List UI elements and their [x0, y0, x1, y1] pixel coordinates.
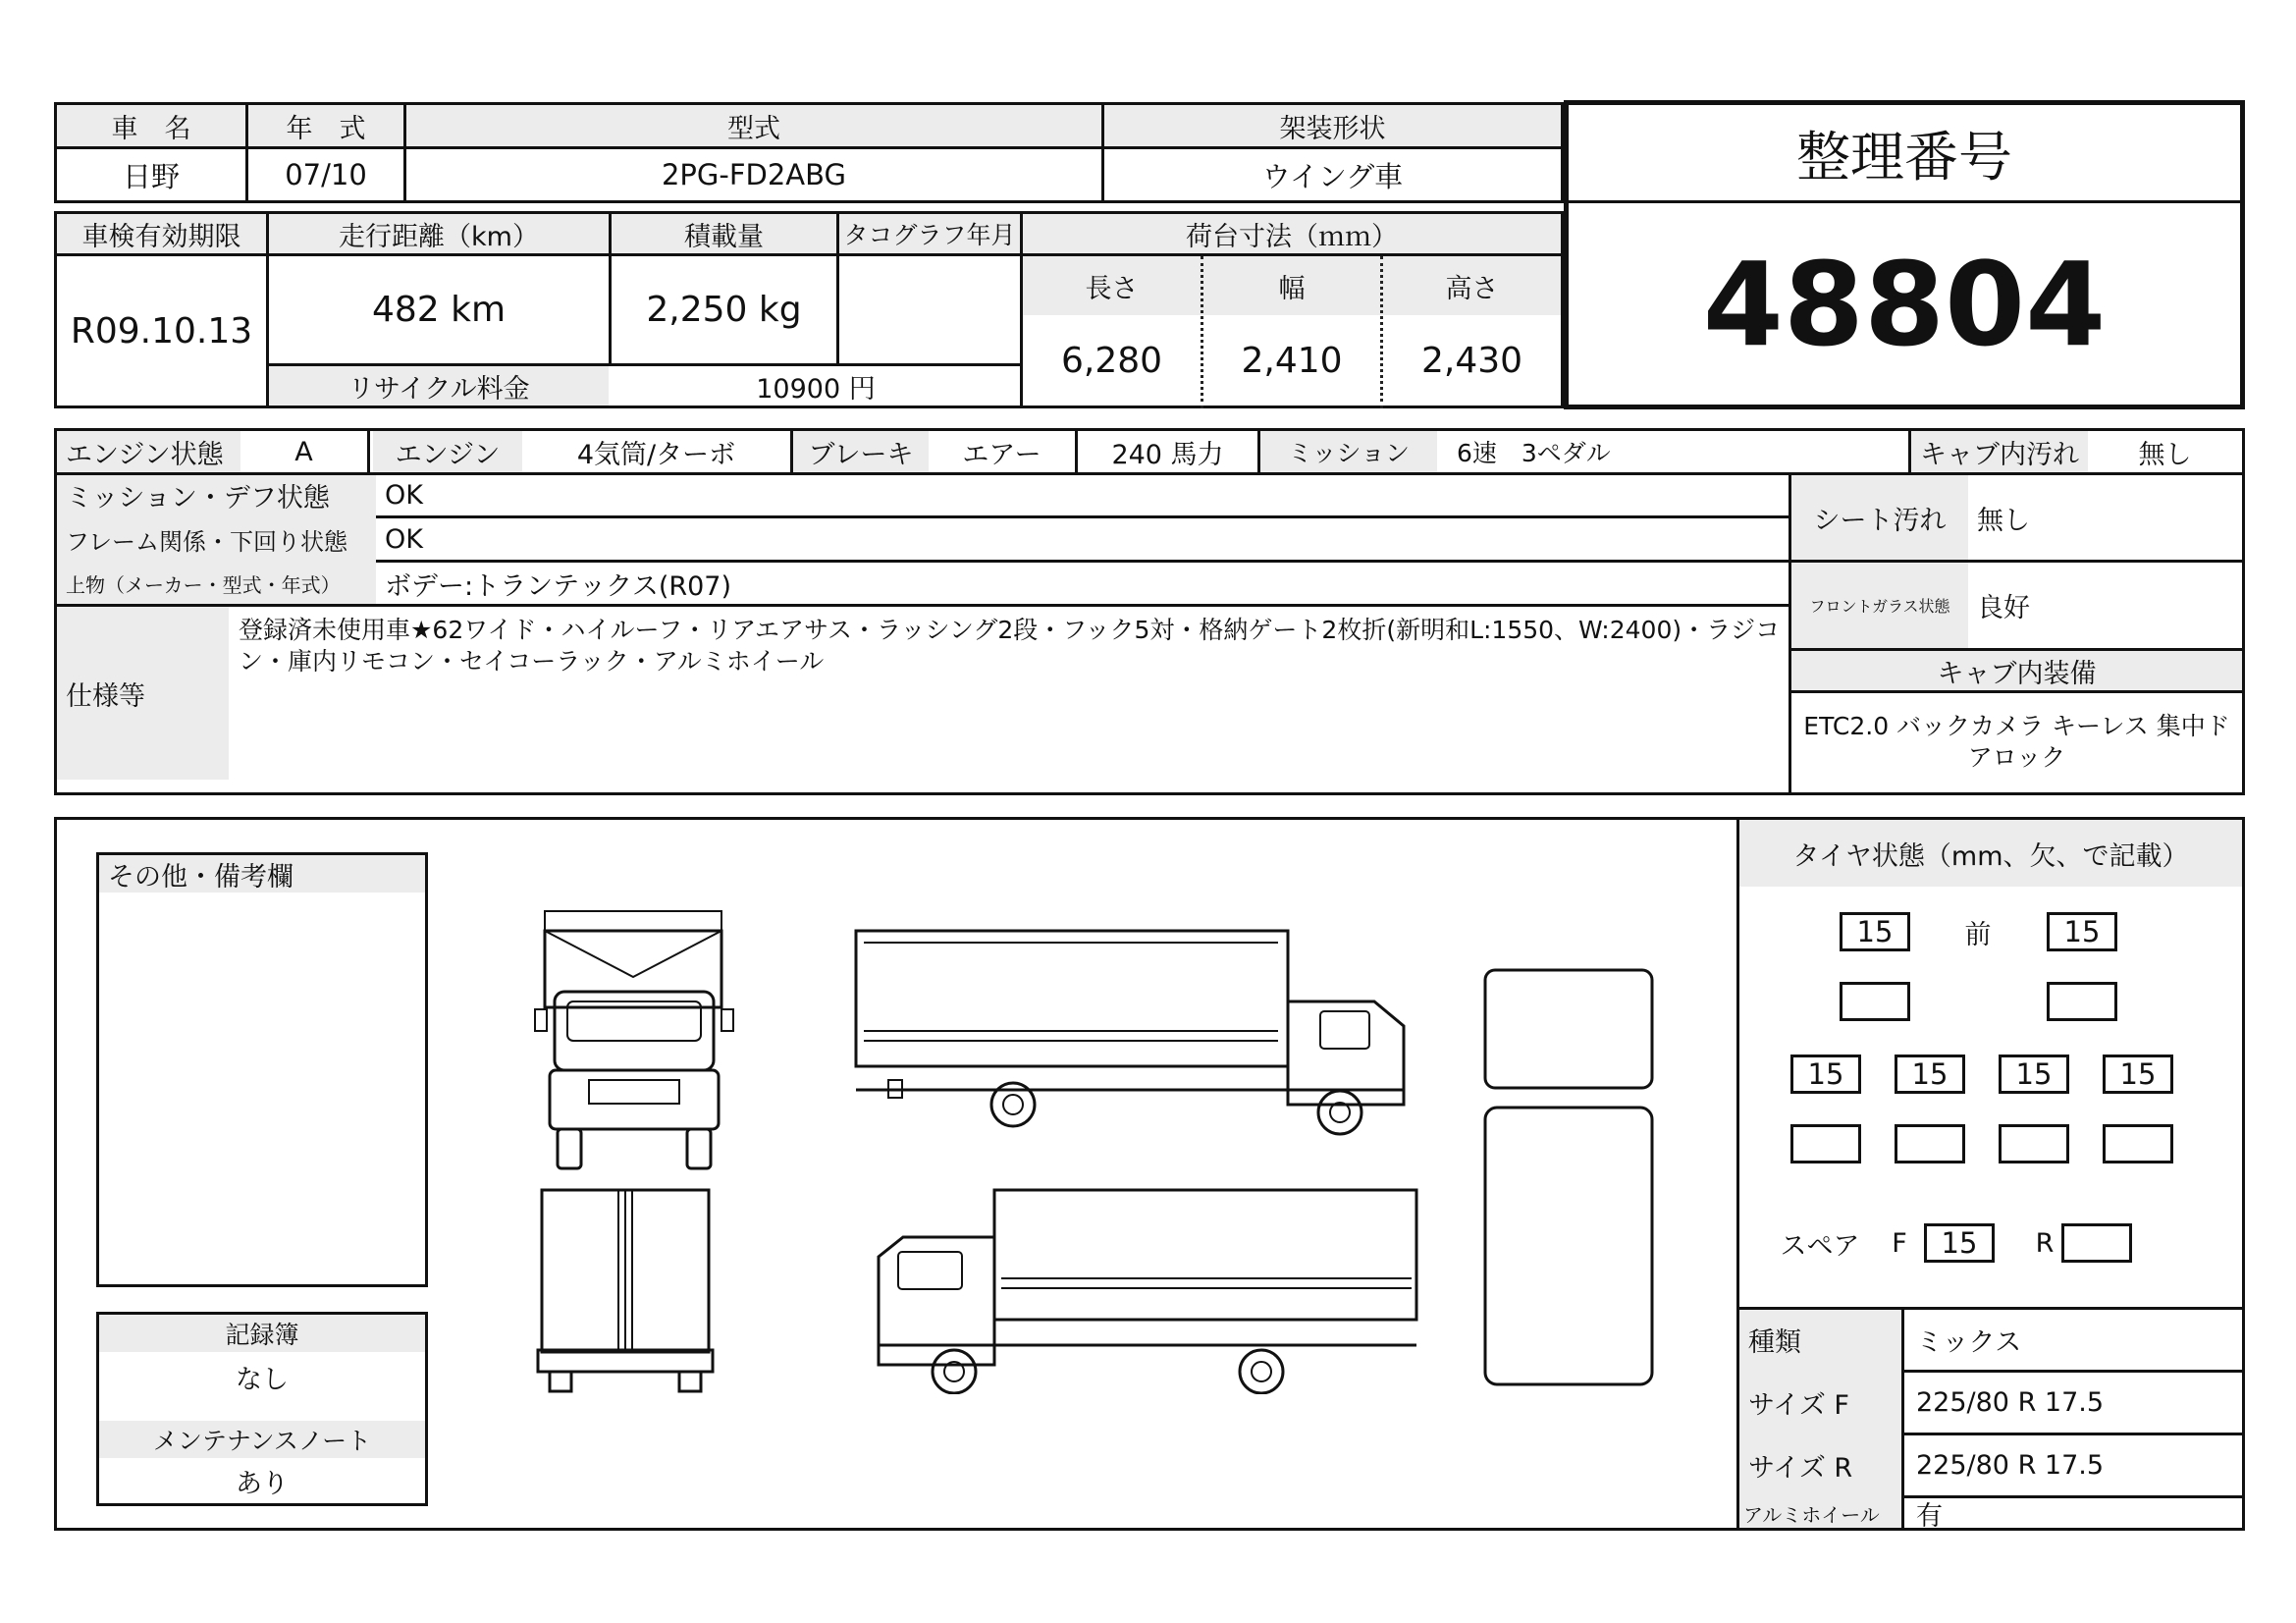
tire-front-left-blank	[1840, 982, 1910, 1021]
seat-dirt-value: 無し	[1977, 505, 2030, 536]
remarks-box	[96, 852, 428, 1287]
ref-number: 48804	[1702, 236, 2107, 372]
truck-top-view	[1485, 970, 1652, 1384]
tire-size-f-value: 225/80 R 17.5	[1916, 1387, 2105, 1418]
spec-text-line-2: ン・庫内リモコン・セイコーラック・アルミホイール	[239, 647, 825, 676]
horsepower-value: 240 馬力	[1111, 439, 1224, 470]
truck-front-view	[535, 911, 733, 1168]
truck-diagram	[510, 903, 1669, 1394]
tire-front-right-blank	[2047, 982, 2117, 1021]
tire-size-f-label: サイズ F	[1748, 1390, 1849, 1421]
mileage-value: 482 km	[371, 290, 507, 330]
tire-rear-3: 15	[1999, 1055, 2069, 1094]
body-type-header: 架装形状	[1279, 113, 1386, 144]
model-value: 2PG-FD2ABG	[661, 158, 847, 191]
remarks-label: その他・備考欄	[108, 861, 294, 893]
tire-spec-col-line	[1901, 1307, 1904, 1531]
spare-r-label: R	[2035, 1227, 2055, 1259]
tire-front-right: 15	[2047, 912, 2117, 951]
brake-label: ブレーキ	[808, 439, 914, 470]
load-value: 2,250 kg	[646, 290, 802, 330]
mission-diff-value: OK	[385, 480, 423, 511]
model-header: 型式	[727, 113, 780, 144]
recycle-label: リサイクル料金	[347, 373, 530, 405]
frame-label: フレーム関係・下回り状態	[66, 527, 348, 556]
truck-side-view-right	[856, 931, 1404, 1134]
bed-height-label: 高さ	[1445, 273, 1499, 304]
engine-state-value: A	[294, 436, 313, 467]
inspection-value: R09.10.13	[70, 310, 253, 352]
spare-f-value: 15	[1924, 1223, 1995, 1263]
truck-rear-view	[538, 1190, 713, 1391]
spec-text-line-1: 登録済未使用車★62ワイド・ハイルーフ・リアエアサス・ラッシング2段・フック5対・格納ゲート2枚折(新明和L:1550、W:2400)・ラジコ	[239, 616, 1781, 642]
tire-rear-1-blank	[1790, 1124, 1861, 1163]
bed-header: 荷台寸法（ｍｍ）	[1186, 221, 1398, 252]
car-name-header: 車 名	[111, 113, 191, 144]
spare-label: スペア	[1780, 1230, 1860, 1262]
recycle-value: 10900 円	[756, 373, 876, 405]
cab-dirt-label: キャブ内汚れ	[1920, 439, 2079, 470]
body-type-value: ウイング車	[1261, 159, 1404, 193]
tire-type-value: ミックス	[1916, 1327, 2022, 1358]
load-header: 積載量	[684, 221, 764, 252]
year-value: 07/10	[285, 158, 367, 191]
spec-label: 仕様等	[66, 680, 145, 712]
tire-rear-2: 15	[1895, 1055, 1965, 1094]
frame-value: OK	[385, 523, 423, 555]
tire-title: タイヤ状態（mm、欠、で記載）	[1792, 840, 2189, 872]
tire-rear-2-blank	[1895, 1124, 1965, 1163]
seat-dirt-label: シート汚れ	[1813, 505, 1947, 536]
tire-front-left: 15	[1840, 912, 1910, 951]
inspection-header: 車検有効期限	[81, 221, 241, 252]
mission-value: 6速 3ペダル	[1457, 439, 1611, 467]
tire-type-label: 種類	[1748, 1327, 1801, 1358]
mission-label: ミッション	[1287, 439, 1410, 467]
engine-state-label: エンジン状態	[66, 439, 224, 470]
upper-value: ボデー:トランテックス(R07)	[385, 570, 732, 602]
glass-label: フロントガラス状態	[1809, 597, 1950, 616]
upper-label: 上物（メーカー・型式・年式）	[66, 572, 341, 597]
maint-value: あり	[236, 1468, 289, 1499]
tire-rear-4: 15	[2103, 1055, 2173, 1094]
bed-length-value: 6,280	[1060, 340, 1163, 381]
record-value: なし	[236, 1364, 289, 1395]
engine-value: 4気筒/ターボ	[576, 439, 736, 470]
glass-value: 良好	[1977, 593, 2030, 623]
alu-wheel-label: アルミホイール	[1743, 1502, 1880, 1527]
brake-value: エアー	[962, 439, 1041, 470]
maint-label: メンテナンスノート	[152, 1427, 372, 1455]
tacho-header: タコグラフ年月	[843, 221, 1016, 249]
spec-row-line-4	[54, 604, 1791, 607]
bed-height-value: 2,430	[1420, 340, 1523, 381]
cab-equip-label: キャブ内装備	[1937, 658, 2097, 689]
record-label: 記録簿	[225, 1321, 299, 1349]
tire-rear-4-blank	[2103, 1124, 2173, 1163]
car-name-value: 日野	[122, 159, 180, 193]
tire-rear-1: 15	[1790, 1055, 1861, 1094]
tacho-value	[839, 256, 1020, 363]
mileage-header: 走行距離（km）	[339, 221, 539, 252]
cab-equip-value: ETC2.0 バックカメラ キーレス 集中ドアロック	[1803, 712, 2230, 772]
bed-length-label: 長さ	[1085, 273, 1139, 304]
ref-label: 整理番号	[1795, 126, 2012, 189]
tire-size-r-label: サイズ R	[1748, 1453, 1853, 1484]
alu-wheel-value: 有	[1916, 1500, 1943, 1532]
tire-rear-3-blank	[1999, 1124, 2069, 1163]
spare-f-label: F	[1892, 1227, 1907, 1259]
bed-width-label: 幅	[1278, 273, 1306, 304]
tire-front-label: 前	[1964, 919, 1992, 950]
year-header: 年 式	[286, 113, 366, 144]
spec-r1-line-1	[367, 428, 370, 472]
tire-size-r-value: 225/80 R 17.5	[1916, 1450, 2105, 1481]
mission-diff-label: ミッション・デフ状態	[66, 483, 330, 514]
bed-width-value: 2,410	[1241, 340, 1343, 381]
cab-dirt-value: 無し	[2138, 439, 2192, 470]
engine-label: エンジン	[395, 439, 501, 470]
truck-side-view-left	[879, 1190, 1416, 1393]
spare-r-value	[2061, 1223, 2132, 1263]
